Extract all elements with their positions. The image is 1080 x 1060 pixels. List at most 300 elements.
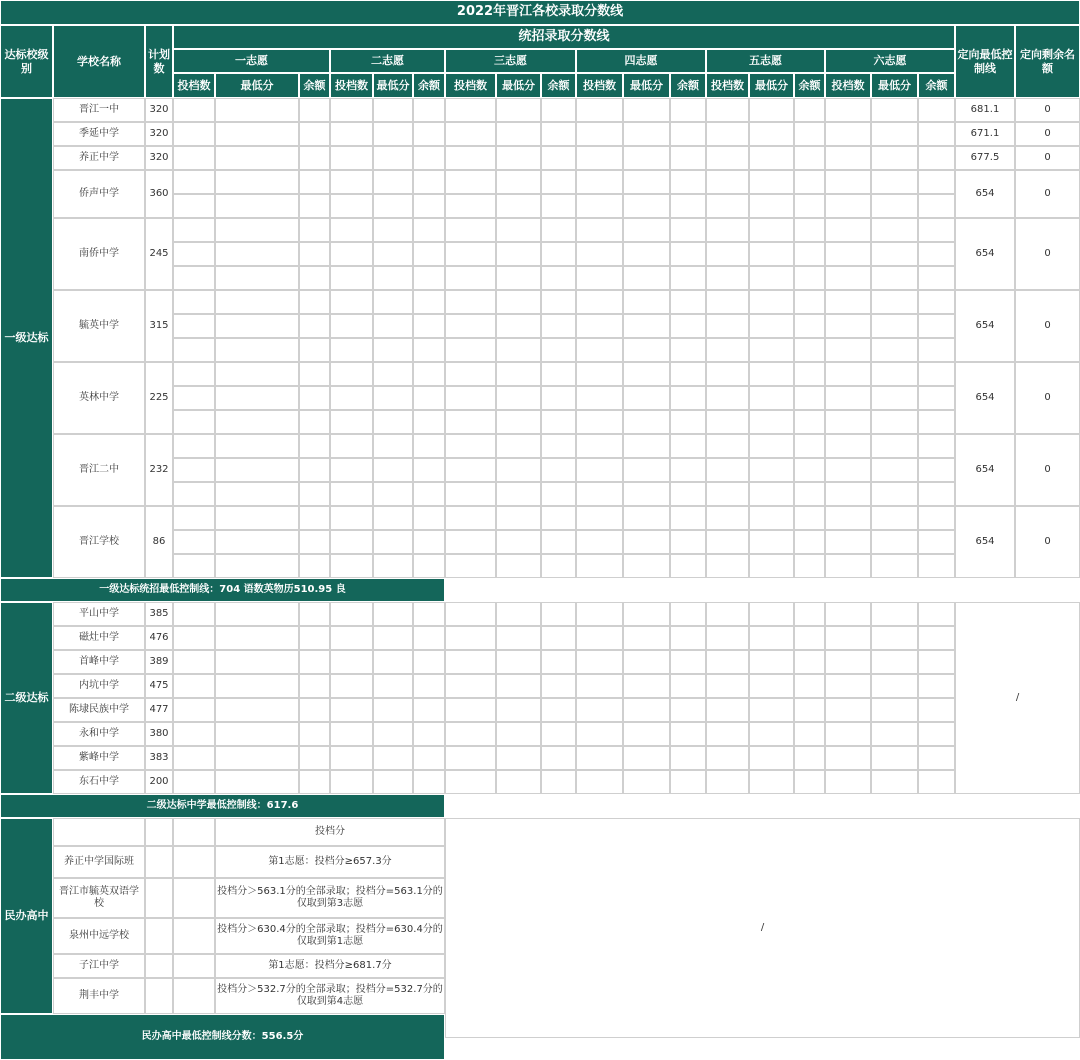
table-cell <box>173 918 215 954</box>
table-cell <box>541 98 576 122</box>
table-cell <box>299 410 330 434</box>
table-cell <box>706 122 749 146</box>
dx-remain: 0 <box>1015 506 1080 578</box>
table-cell <box>749 674 794 698</box>
plan-count: 385 <box>145 602 173 626</box>
header-dx-remain: 定向剩余名额 <box>1015 25 1080 98</box>
table-cell <box>373 362 413 386</box>
table-cell <box>871 746 918 770</box>
table-cell <box>576 242 623 266</box>
table-cell <box>825 554 871 578</box>
table-cell <box>173 770 215 794</box>
table-cell <box>413 242 445 266</box>
table-cell <box>299 506 330 530</box>
table-cell <box>825 626 871 650</box>
table-cell <box>541 722 576 746</box>
table-cell <box>330 602 373 626</box>
table-cell <box>215 506 299 530</box>
table-cell <box>749 410 794 434</box>
table-cell <box>330 290 373 314</box>
plan-count: 232 <box>145 434 173 506</box>
school-name: 季延中学 <box>53 122 145 146</box>
table-cell <box>541 314 576 338</box>
table-cell <box>871 290 918 314</box>
table-cell <box>413 170 445 194</box>
table-cell <box>496 626 541 650</box>
table-cell <box>373 242 413 266</box>
table-cell <box>918 770 955 794</box>
table-cell <box>413 98 445 122</box>
table-cell <box>623 290 670 314</box>
table-cell <box>373 170 413 194</box>
table-cell <box>794 674 825 698</box>
table-cell <box>173 146 215 170</box>
table-cell <box>706 458 749 482</box>
table-cell <box>215 530 299 554</box>
dx-min: 654 <box>955 170 1015 218</box>
table-cell <box>215 170 299 194</box>
table-cell <box>871 554 918 578</box>
table-cell <box>623 434 670 458</box>
table-cell <box>825 218 871 242</box>
table-cell <box>794 314 825 338</box>
table-cell <box>215 770 299 794</box>
table-cell <box>173 878 215 918</box>
table-cell <box>670 386 706 410</box>
table-cell <box>299 770 330 794</box>
header-choice: 二志愿 <box>330 49 445 73</box>
table-cell <box>445 602 496 626</box>
table-cell <box>918 482 955 506</box>
table-cell <box>299 698 330 722</box>
table-cell <box>299 338 330 362</box>
table-cell <box>413 746 445 770</box>
table-cell <box>330 146 373 170</box>
header-sub-invest: 投档数 <box>576 73 623 98</box>
table-cell <box>541 482 576 506</box>
dx-remain: 0 <box>1015 122 1080 146</box>
table-cell <box>496 266 541 290</box>
table-cell <box>413 338 445 362</box>
table-cell <box>215 434 299 458</box>
table-cell <box>541 554 576 578</box>
table-cell <box>576 554 623 578</box>
dx-remain: 0 <box>1015 98 1080 122</box>
table-cell <box>749 530 794 554</box>
table-cell <box>413 458 445 482</box>
table-cell <box>825 170 871 194</box>
table-cell <box>330 674 373 698</box>
table-cell <box>825 482 871 506</box>
table-cell <box>541 194 576 218</box>
table-cell <box>413 698 445 722</box>
table-cell <box>825 290 871 314</box>
table-cell <box>541 530 576 554</box>
header-sub-invest: 投档数 <box>445 73 496 98</box>
table-cell <box>749 458 794 482</box>
table-cell <box>445 266 496 290</box>
table-cell <box>706 554 749 578</box>
school-name: 晋江学校 <box>53 506 145 578</box>
table-cell <box>373 722 413 746</box>
table-cell <box>215 554 299 578</box>
table-cell <box>145 954 173 978</box>
table-cell <box>706 170 749 194</box>
table-cell <box>541 410 576 434</box>
table-cell <box>373 482 413 506</box>
table-cell <box>173 554 215 578</box>
table-cell <box>413 506 445 530</box>
table-cell <box>373 674 413 698</box>
table-cell <box>918 338 955 362</box>
school-name: 陈埭民族中学 <box>53 698 145 722</box>
plan-count: 320 <box>145 122 173 146</box>
table-cell <box>413 146 445 170</box>
table-cell <box>173 362 215 386</box>
table-cell <box>330 362 373 386</box>
table-cell <box>299 386 330 410</box>
plan-count: 383 <box>145 746 173 770</box>
table-cell <box>670 458 706 482</box>
table-cell <box>918 194 955 218</box>
table-cell <box>825 602 871 626</box>
dx-remain: 0 <box>1015 434 1080 506</box>
table-cell <box>541 650 576 674</box>
table-cell <box>918 122 955 146</box>
level1-control-line: 一级达标统招最低控制线：704 语数英物历510.95 良 <box>0 578 445 602</box>
table-cell <box>173 194 215 218</box>
table-cell <box>794 458 825 482</box>
table-cell <box>215 386 299 410</box>
school-name: 英林中学 <box>53 362 145 434</box>
table-cell <box>918 530 955 554</box>
table-cell <box>299 434 330 458</box>
table-cell <box>576 770 623 794</box>
table-cell <box>496 146 541 170</box>
header-sub-remain: 余额 <box>413 73 445 98</box>
table-cell <box>623 98 670 122</box>
table-cell <box>871 194 918 218</box>
table-cell <box>215 722 299 746</box>
table-cell <box>794 242 825 266</box>
table-cell <box>670 170 706 194</box>
table-cell <box>215 410 299 434</box>
table-cell <box>445 314 496 338</box>
table-cell <box>794 482 825 506</box>
school-name: 紫峰中学 <box>53 746 145 770</box>
table-cell <box>623 146 670 170</box>
table-cell <box>299 722 330 746</box>
header-sub-min: 最低分 <box>871 73 918 98</box>
table-cell <box>706 722 749 746</box>
plan-count: 225 <box>145 362 173 434</box>
table-cell <box>871 650 918 674</box>
table-cell <box>173 290 215 314</box>
table-cell <box>215 674 299 698</box>
table-cell <box>330 506 373 530</box>
table-cell <box>749 146 794 170</box>
table-cell <box>576 722 623 746</box>
table-cell <box>576 434 623 458</box>
table-cell <box>145 846 173 878</box>
table-cell <box>825 410 871 434</box>
table-cell <box>215 650 299 674</box>
header-choice: 一志愿 <box>173 49 330 73</box>
table-cell <box>496 722 541 746</box>
plan-count: 476 <box>145 626 173 650</box>
table-cell <box>794 122 825 146</box>
level-label: 二级达标 <box>0 602 53 794</box>
table-cell <box>749 770 794 794</box>
table-cell <box>299 266 330 290</box>
table-cell <box>670 122 706 146</box>
table-cell <box>706 650 749 674</box>
private-header: 投档分 <box>215 818 445 846</box>
table-cell <box>173 530 215 554</box>
table-cell <box>825 530 871 554</box>
table-cell <box>330 650 373 674</box>
table-cell <box>445 698 496 722</box>
table-cell <box>413 122 445 146</box>
table-cell <box>918 602 955 626</box>
table-cell <box>330 554 373 578</box>
header-sub-min: 最低分 <box>496 73 541 98</box>
table-cell <box>871 722 918 746</box>
plan-count: 200 <box>145 770 173 794</box>
table-cell <box>670 674 706 698</box>
table-cell <box>215 746 299 770</box>
table-cell <box>794 698 825 722</box>
table-cell <box>541 746 576 770</box>
table-cell <box>173 818 215 846</box>
private-rule: 投档分＞563.1分的全部录取；投档分=563.1分的仅取到第3志愿 <box>215 878 445 918</box>
table-cell <box>871 434 918 458</box>
table-cell <box>413 530 445 554</box>
table-cell <box>496 290 541 314</box>
table-cell <box>173 722 215 746</box>
table-cell <box>413 482 445 506</box>
table-cell <box>794 746 825 770</box>
table-cell <box>749 242 794 266</box>
table-cell <box>871 98 918 122</box>
dx-merged: / <box>955 602 1080 794</box>
table-cell <box>623 506 670 530</box>
table-cell <box>794 530 825 554</box>
table-cell <box>794 650 825 674</box>
table-cell <box>445 98 496 122</box>
school-name: 荆丰中学 <box>53 978 145 1014</box>
table-cell <box>749 338 794 362</box>
table-cell <box>706 626 749 650</box>
table-cell <box>749 746 794 770</box>
table-cell <box>794 218 825 242</box>
table-cell <box>706 314 749 338</box>
table-cell <box>215 362 299 386</box>
table-cell <box>706 338 749 362</box>
school-name: 平山中学 <box>53 602 145 626</box>
table-cell <box>918 434 955 458</box>
table-cell <box>145 918 173 954</box>
dx-min: 671.1 <box>955 122 1015 146</box>
header-sub-invest: 投档数 <box>173 73 215 98</box>
table-cell <box>413 266 445 290</box>
private-control-line: 民办高中最低控制线分数：556.5分 <box>0 1014 445 1060</box>
table-cell <box>173 410 215 434</box>
table-cell <box>794 506 825 530</box>
plan-count: 320 <box>145 146 173 170</box>
header-sub-invest: 投档数 <box>706 73 749 98</box>
header-sub-min: 最低分 <box>373 73 413 98</box>
table-cell <box>623 602 670 626</box>
table-cell <box>173 386 215 410</box>
table-cell <box>918 506 955 530</box>
table-cell <box>541 290 576 314</box>
header-sub-remain: 余额 <box>670 73 706 98</box>
table-cell <box>576 362 623 386</box>
table-cell <box>299 362 330 386</box>
table-cell <box>576 530 623 554</box>
table-cell <box>576 194 623 218</box>
table-cell <box>576 98 623 122</box>
table-cell <box>496 98 541 122</box>
table-cell <box>623 242 670 266</box>
level-label: 一级达标 <box>0 98 53 578</box>
table-cell <box>541 122 576 146</box>
table-cell <box>445 458 496 482</box>
table-cell <box>576 458 623 482</box>
table-cell <box>445 506 496 530</box>
table-cell <box>496 674 541 698</box>
table-cell <box>749 722 794 746</box>
table-cell <box>918 458 955 482</box>
table-cell <box>541 770 576 794</box>
table-cell <box>825 458 871 482</box>
table-cell <box>413 554 445 578</box>
table-cell <box>749 266 794 290</box>
table-cell <box>825 362 871 386</box>
table-cell <box>496 602 541 626</box>
table-cell <box>445 194 496 218</box>
table-cell <box>373 506 413 530</box>
table-cell <box>413 314 445 338</box>
table-cell <box>623 554 670 578</box>
table-cell <box>330 98 373 122</box>
table-cell <box>541 266 576 290</box>
table-cell <box>373 386 413 410</box>
table-cell <box>825 314 871 338</box>
table-cell <box>299 674 330 698</box>
private-rule: 第1志愿：投档分≥681.7分 <box>215 954 445 978</box>
dx-min: 654 <box>955 362 1015 434</box>
table-cell <box>445 482 496 506</box>
header-choice: 四志愿 <box>576 49 706 73</box>
table-cell <box>496 506 541 530</box>
table-cell <box>670 530 706 554</box>
table-cell <box>445 146 496 170</box>
table-cell <box>173 846 215 878</box>
table-cell <box>918 362 955 386</box>
table-cell <box>445 554 496 578</box>
table-cell <box>541 386 576 410</box>
table-cell <box>794 338 825 362</box>
table-cell <box>576 266 623 290</box>
table-cell <box>215 314 299 338</box>
table-cell <box>373 290 413 314</box>
table-cell <box>749 170 794 194</box>
table-cell <box>749 626 794 650</box>
table-cell <box>541 218 576 242</box>
table-cell <box>445 218 496 242</box>
table-cell <box>373 458 413 482</box>
table-cell <box>706 146 749 170</box>
table-cell <box>706 434 749 458</box>
table-cell <box>330 746 373 770</box>
table-cell <box>918 314 955 338</box>
table-cell <box>173 482 215 506</box>
table-cell <box>330 458 373 482</box>
table-cell <box>413 290 445 314</box>
plan-count: 380 <box>145 722 173 746</box>
table-cell <box>623 218 670 242</box>
table-cell <box>670 650 706 674</box>
table-cell <box>373 194 413 218</box>
header-school: 学校名称 <box>53 25 145 98</box>
table-cell <box>330 218 373 242</box>
table-cell <box>794 386 825 410</box>
table-cell <box>173 698 215 722</box>
table-cell <box>670 410 706 434</box>
table-cell <box>330 626 373 650</box>
table-cell <box>825 650 871 674</box>
header-sub-remain: 余额 <box>918 73 955 98</box>
table-cell <box>825 338 871 362</box>
table-cell <box>706 674 749 698</box>
table-cell <box>706 746 749 770</box>
table-cell <box>145 978 173 1014</box>
table-cell <box>413 194 445 218</box>
table-cell <box>373 266 413 290</box>
table-cell <box>299 458 330 482</box>
table-cell <box>330 770 373 794</box>
table-cell <box>623 386 670 410</box>
table-cell <box>299 314 330 338</box>
table-cell <box>576 170 623 194</box>
table-cell <box>706 602 749 626</box>
table-cell <box>749 650 794 674</box>
table-cell <box>706 770 749 794</box>
table-cell <box>299 218 330 242</box>
table-cell <box>373 746 413 770</box>
table-cell <box>706 290 749 314</box>
table-cell <box>576 698 623 722</box>
school-name: 东石中学 <box>53 770 145 794</box>
table-cell <box>145 878 173 918</box>
table-cell <box>576 314 623 338</box>
table-cell <box>413 626 445 650</box>
dx-min: 654 <box>955 506 1015 578</box>
table-cell <box>871 602 918 626</box>
table-cell <box>173 506 215 530</box>
dx-min: 677.5 <box>955 146 1015 170</box>
table-cell <box>670 338 706 362</box>
table-cell <box>918 650 955 674</box>
table-cell <box>871 122 918 146</box>
table-cell <box>825 122 871 146</box>
table-cell <box>445 290 496 314</box>
table-cell <box>670 770 706 794</box>
table-cell <box>445 434 496 458</box>
table-cell <box>749 386 794 410</box>
